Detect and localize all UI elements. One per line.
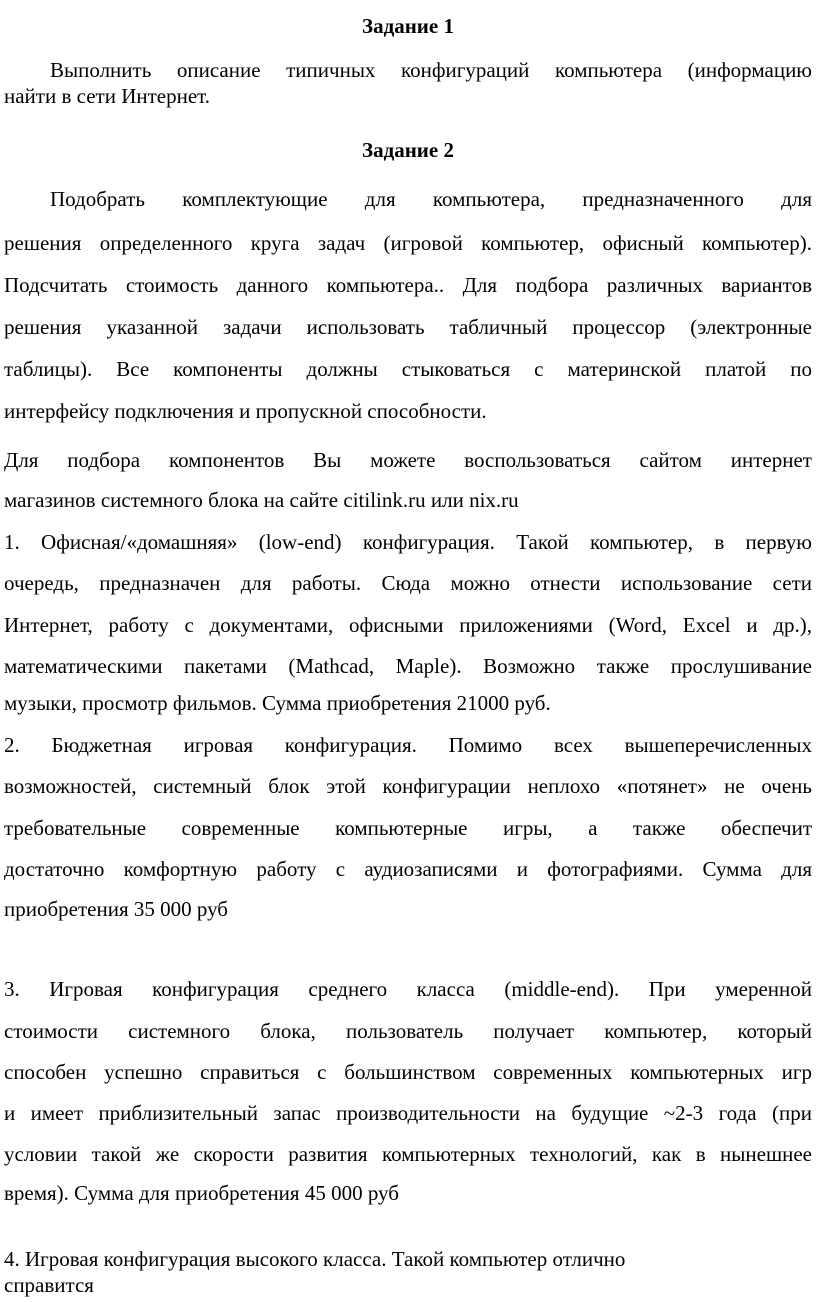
task1-line-1: Выполнить описание типичных конфигураций компьютера (информацию — [50, 58, 812, 82]
config3-line-6: время). Сумма для приобретения 45 000 руб — [4, 1181, 399, 1205]
config3-line-5: условии такой же скорости развития компьютерных технологий, как в нынешнее — [4, 1142, 812, 1166]
task2-line-4: решения указанной задачи использовать табличный процессор (электронные — [4, 315, 812, 339]
config2-line-5: приобретения 35 000 руб — [4, 897, 228, 921]
config1-line-3: Интернет, работу с документами, офисными приложениями (Word, Excel и др.), — [4, 613, 812, 637]
shops-line-1: Для подбора компонентов Вы можете воспользоваться сайтом интернет — [4, 448, 812, 472]
task2-line-3: Подсчитать стоимость данного компьютера.. Для подбора различных вариантов — [4, 273, 812, 297]
task2-line-2: решения определенного круга задач (игровой компьютер, офисный компьютер). — [4, 231, 812, 255]
config1-line-4: математическими пакетами (Mathcad, Maple). Возможно также прослушивание — [4, 654, 812, 678]
config2-line-2: возможностей, системный блок этой конфигурации неплохо «потянет» не очень — [4, 774, 812, 798]
task2-line-5: таблицы). Все компоненты должны стыковаться с материнской платой по — [4, 357, 812, 381]
task1-heading: Задание 1 — [362, 14, 454, 38]
config1-line-1: 1. Офисная/«домашняя» (low-end) конфигурация. Такой компьютер, в первую — [4, 530, 812, 554]
config4-line-2: справится — [4, 1273, 94, 1297]
task1-line-2: найти в сети Интернет. — [4, 84, 211, 108]
config3-line-2: стоимости системного блока, пользователь получает компьютер, который — [4, 1019, 812, 1043]
config2-line-4: достаточно комфортную работу с аудиозаписями и фотографиями. Сумма для — [4, 857, 812, 881]
config2-line-1: 2. Бюджетная игровая конфигурация. Помимо всех вышеперечисленных — [4, 733, 812, 757]
config3-line-1: 3. Игровая конфигурация среднего класса (middle-end). При умеренной — [4, 977, 812, 1001]
task2-line-6: интерфейсу подключения и пропускной способности. — [4, 399, 487, 423]
config1-line-2: очередь, предназначен для работы. Сюда можно отнести использование сети — [4, 571, 812, 595]
config1-line-5: музыки, просмотр фильмов. Сумма приобретения 21000 руб. — [4, 691, 551, 715]
task2-line-1: Подобрать комплектующие для компьютера, предназначенного для — [50, 187, 812, 211]
task2-heading: Задание 2 — [362, 138, 454, 162]
shops-line-2: магазинов системного блока на сайте citilink.ru или nix.ru — [4, 488, 519, 512]
config3-line-4: и имеет приблизительный запас производительности на будущие ~2-3 года (при — [4, 1101, 812, 1125]
config2-line-3: требовательные современные компьютерные игры, а также обеспечит — [4, 816, 812, 840]
config3-line-3: способен успешно справиться с большинством современных компьютерных игр — [4, 1060, 812, 1084]
config4-line-1: 4. Игровая конфигурация высокого класса. Такой компьютер отлично — [4, 1247, 626, 1271]
